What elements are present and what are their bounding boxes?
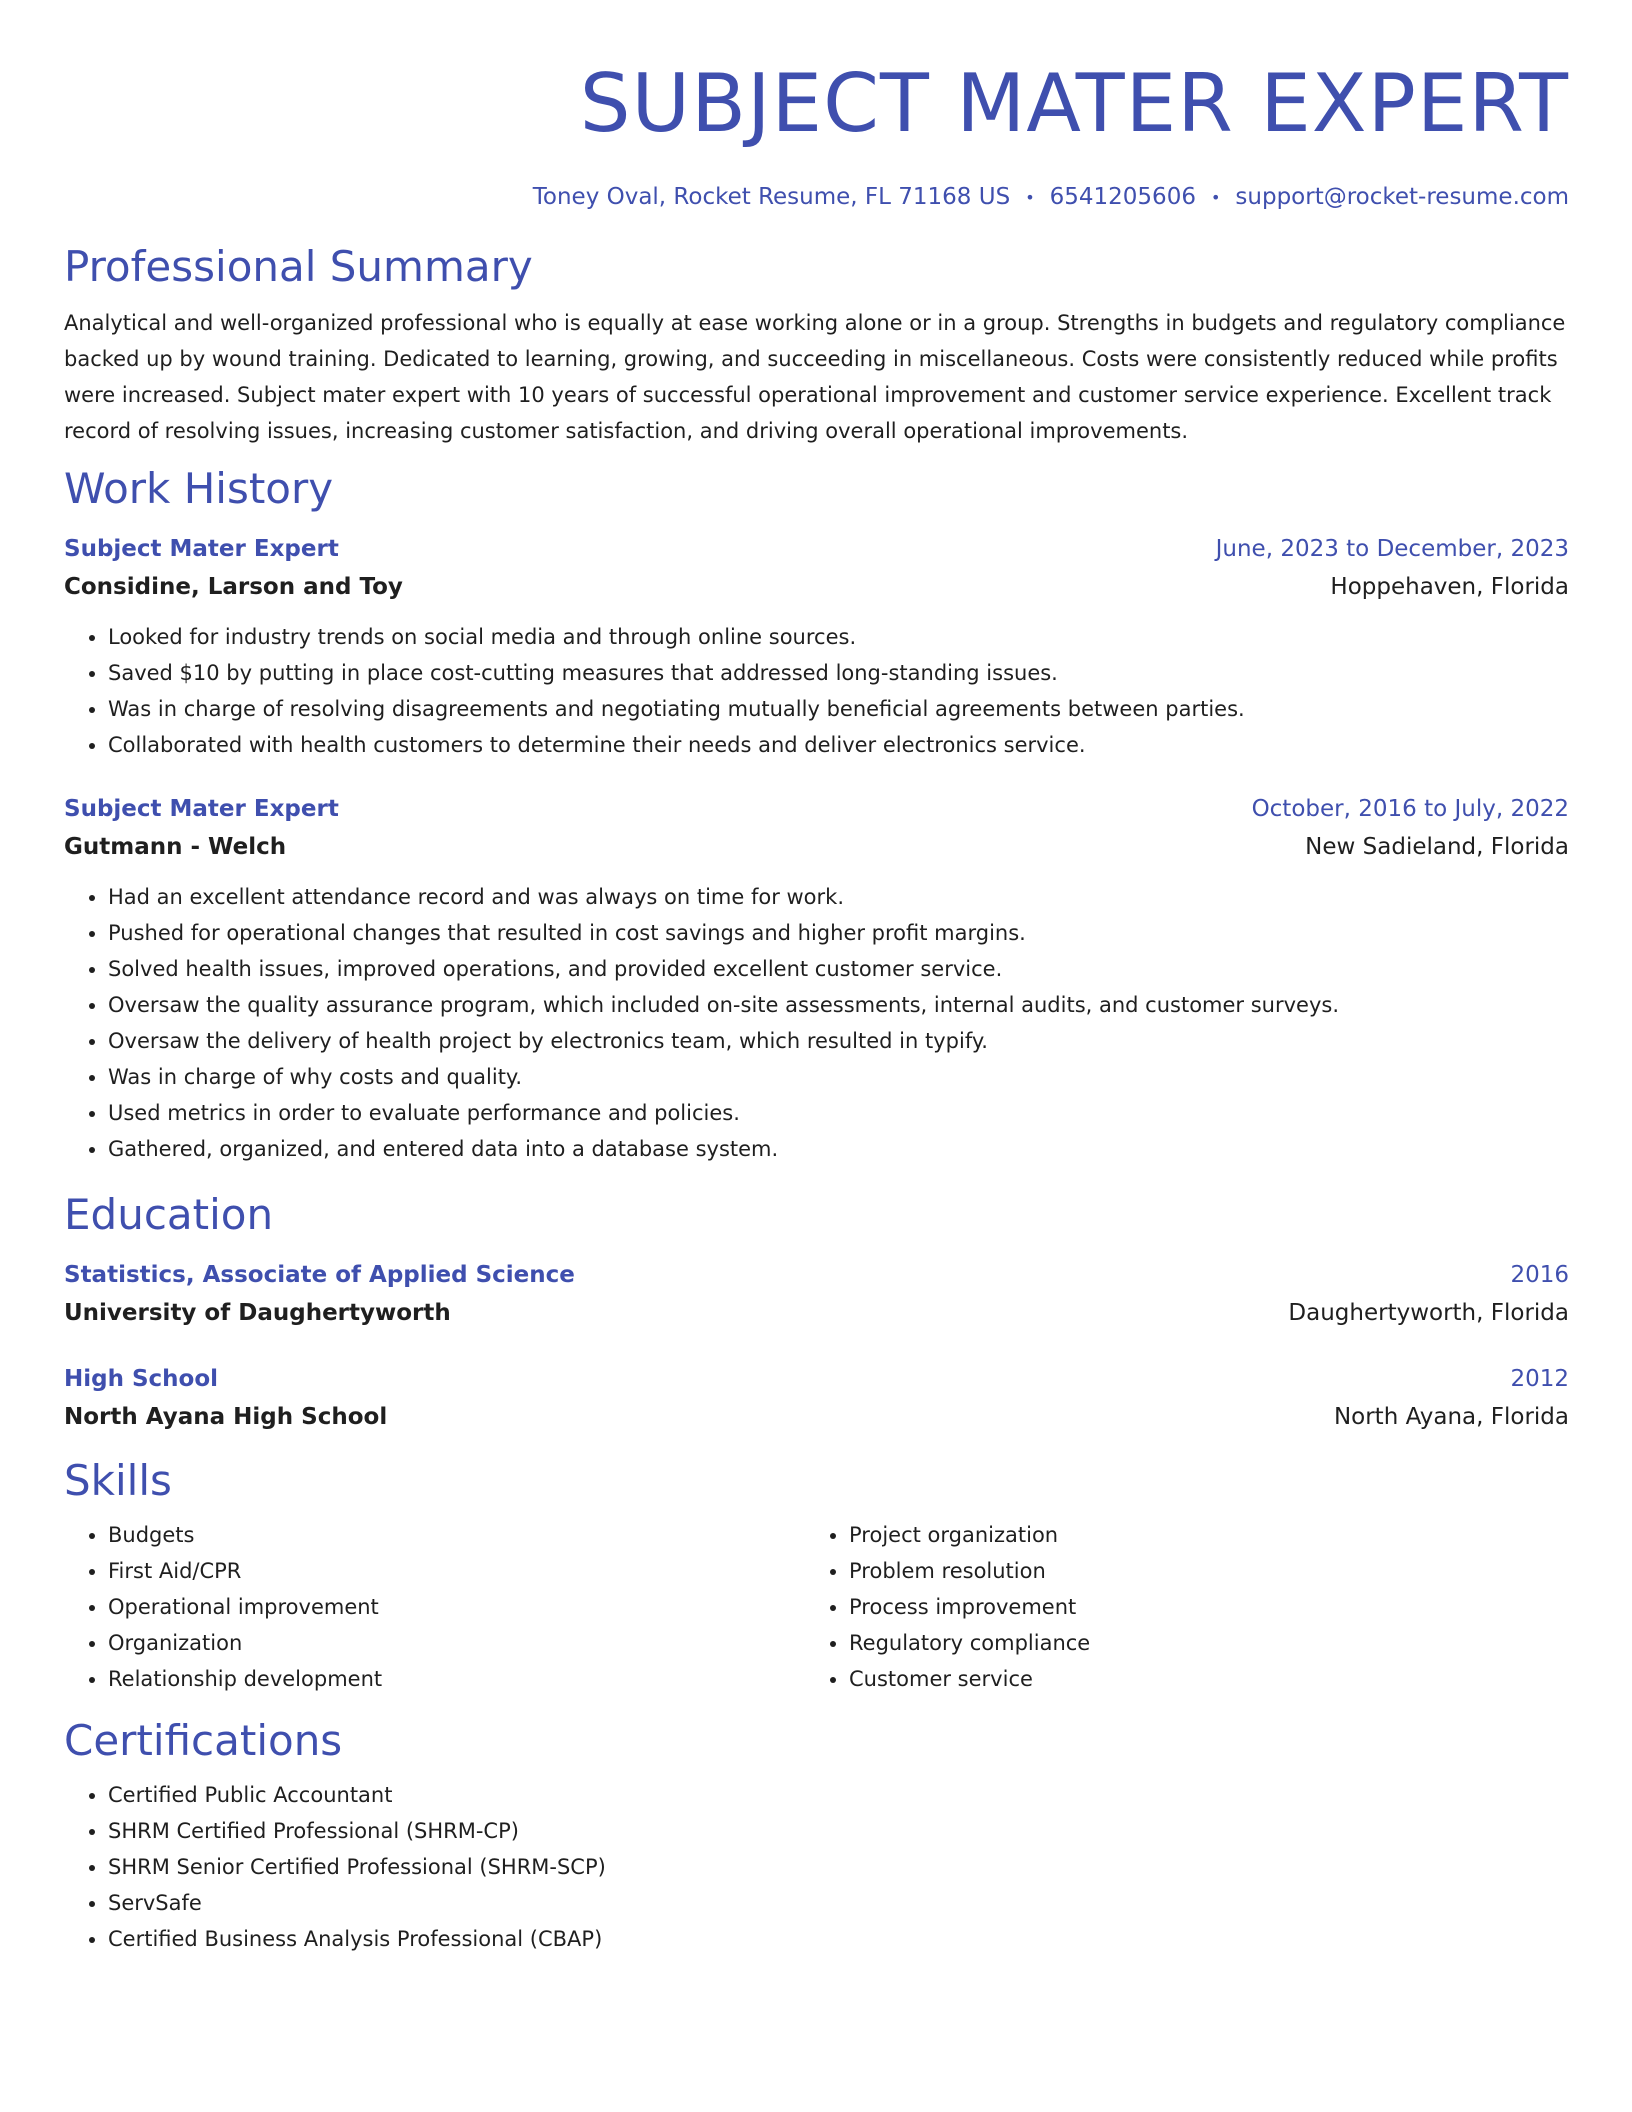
education-school-row xyxy=(64,1293,1569,1333)
job-bullet: • Oversaw the quality assurance program, which included on-site assessments, internal audits, and customer surveys. xyxy=(108,987,1569,1023)
job-company-row xyxy=(64,827,1569,867)
certification-item: • SHRM Certified Professional (SHRM-CP) xyxy=(108,1813,1569,1849)
education-degree-row xyxy=(64,1361,1569,1397)
skill-item: • Regulatory compliance xyxy=(849,1625,1546,1661)
job-company: Gutmann - Welch xyxy=(64,833,287,860)
education-location: Daughertyworth, Florida xyxy=(1288,1299,1569,1326)
education-entry xyxy=(64,1257,1569,1333)
skills-list xyxy=(805,1517,1546,1697)
education-degree-row xyxy=(64,1257,1569,1293)
summary-heading: Professional Summary xyxy=(64,241,533,291)
candidate-name: SUBJECT MATER EXPERT xyxy=(579,57,1569,150)
certifications-list xyxy=(64,1777,1569,1957)
job-bullet: • Gathered, organized, and entered data into a database system. xyxy=(108,1131,1569,1167)
skill-item: • Project organization xyxy=(849,1517,1546,1553)
education-entry xyxy=(64,1361,1569,1437)
education-year: 2012 xyxy=(1510,1365,1569,1392)
job-dates: October, 2016 to July, 2022 xyxy=(1251,795,1569,822)
job-bullet: • Looked for industry trends on social media and through online sources. xyxy=(108,619,1569,655)
certifications-heading: Certifications xyxy=(64,1715,343,1765)
job-bullets xyxy=(64,619,1569,763)
job-location: Hoppehaven, Florida xyxy=(1330,573,1569,600)
job-role: Subject Mater Expert xyxy=(64,795,339,822)
certification-item: • SHRM Senior Certified Professional (SHRM-SCP) xyxy=(108,1849,1569,1885)
job-bullet: • Used metrics in order to evaluate performance and policies. xyxy=(108,1095,1569,1131)
job-title-row xyxy=(64,791,1569,827)
job-entry xyxy=(64,791,1569,1167)
skill-item: • Customer service xyxy=(849,1661,1546,1697)
job-title-row xyxy=(64,531,1569,567)
job-role: Subject Mater Expert xyxy=(64,535,339,562)
skill-item: • Relationship development xyxy=(108,1661,805,1697)
certification-item: • ServSafe xyxy=(108,1885,1569,1921)
education-school: North Ayana High School xyxy=(64,1403,388,1430)
job-bullet: • Saved $10 by putting in place cost-cutting measures that addressed long-standing issues. xyxy=(108,655,1569,691)
skills-column-right xyxy=(805,1517,1546,1697)
education-location: North Ayana, Florida xyxy=(1333,1403,1569,1430)
skill-item: • Organization xyxy=(108,1625,805,1661)
job-location: New Sadieland, Florida xyxy=(1305,833,1569,860)
skill-item: • Process improvement xyxy=(849,1589,1546,1625)
contact-separator: • xyxy=(1210,187,1221,207)
education-degree: Statistics, Associate of Applied Science xyxy=(64,1261,575,1288)
job-bullet: • Had an excellent attendance record and was always on time for work. xyxy=(108,879,1569,915)
skill-item: • Operational improvement xyxy=(108,1589,805,1625)
skill-item: • Problem resolution xyxy=(849,1553,1546,1589)
skill-item: • First Aid/CPR xyxy=(108,1553,805,1589)
job-bullets xyxy=(64,879,1569,1167)
education-school-row xyxy=(64,1397,1569,1437)
job-bullet: • Was in charge of resolving disagreements and negotiating mutually beneficial agreements between parties. xyxy=(108,691,1569,727)
job-company-row xyxy=(64,567,1569,607)
education-school: University of Daughertyworth xyxy=(64,1299,451,1326)
contact-email: support@rocket-resume.com xyxy=(1235,184,1569,210)
job-bullet: • Was in charge of why costs and quality. xyxy=(108,1059,1569,1095)
job-bullet: • Solved health issues, improved operations, and provided excellent customer service. xyxy=(108,951,1569,987)
contact-line xyxy=(64,182,1569,213)
skills-columns xyxy=(64,1517,1569,1697)
job-company: Considine, Larson and Toy xyxy=(64,573,403,600)
work-history-heading: Work History xyxy=(64,463,334,513)
job-bullet: • Collaborated with health customers to determine their needs and deliver electronics service. xyxy=(108,727,1569,763)
skills-list xyxy=(64,1517,805,1697)
job-bullet: • Pushed for operational changes that resulted in cost savings and higher profit margins. xyxy=(108,915,1569,951)
job-dates: June, 2023 to December, 2023 xyxy=(1215,535,1569,562)
job-bullet: • Oversaw the delivery of health project by electronics team, which resulted in typify. xyxy=(108,1023,1569,1059)
resume-header xyxy=(64,0,1569,213)
education-degree: High School xyxy=(64,1365,219,1392)
summary-text: Analytical and well-organized professional who is equally at ease working alone or in a group. Strengths in budgets and regulatory compliance backed up by wound training. Dedicated to learning, growing, and succeeding in miscellaneous. Costs were consistently reduced while profits were increased. Subject mater expert with 10 years of successful operational improvement and customer service experience. Excellent track record of resolving issues, increasing customer satisfaction, and driving overall operational improvements. xyxy=(64,310,1566,443)
certification-item: • Certified Public Accountant xyxy=(108,1777,1569,1813)
education-year: 2016 xyxy=(1510,1261,1569,1288)
skill-item: • Budgets xyxy=(108,1517,805,1553)
certification-item: • Certified Business Analysis Professional (CBAP) xyxy=(108,1921,1569,1957)
education-heading: Education xyxy=(64,1189,274,1239)
skills-column-left xyxy=(64,1517,805,1697)
contact-address: Toney Oval, Rocket Resume, FL 71168 US xyxy=(532,184,1011,210)
skills-heading: Skills xyxy=(64,1455,172,1505)
contact-separator: • xyxy=(1025,187,1035,207)
job-entry xyxy=(64,531,1569,763)
contact-phone: 6541205606 xyxy=(1049,184,1196,210)
